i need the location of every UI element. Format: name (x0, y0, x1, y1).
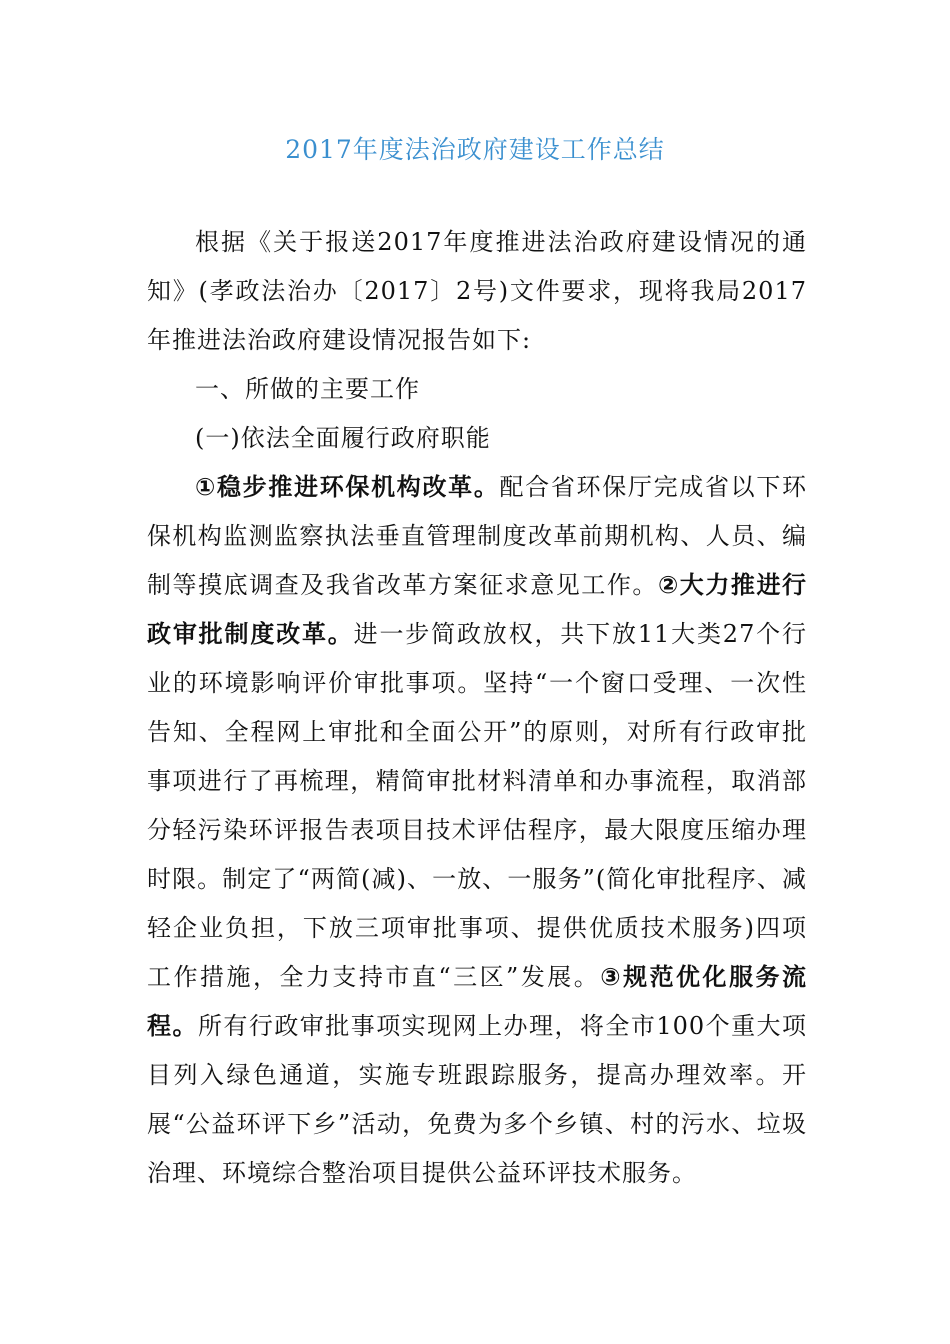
subsection-heading: (一)依法全面履行政府职能 (195, 424, 491, 452)
document-title: 2017年度法治政府建设工作总结 (285, 135, 665, 164)
work-items-paragraph (147, 463, 807, 1198)
item3-heading: ③规范优化服务流程。 (147, 963, 807, 1040)
document-body (147, 218, 807, 1198)
intro-paragraph: 根据《关于报送2017年度推进法治政府建设情况的通知》(孝政法治办〔2017〕2号)文件要求，现将我局2017年推进法治政府建设情况报告如下: (147, 228, 807, 354)
item2-heading: ②大力推进行政审批制度改革。 (147, 571, 807, 648)
item1-heading: ①稳步推进环保机构改革。 (195, 473, 500, 501)
section-heading: 一、所做的主要工作 (195, 375, 420, 403)
item1-text: 配合省环保厅完成省以下环保机构监测监察执法垂直管理制度改革前期机构、人员、编制等摸底调查及我省改革方案征求意见工作。 (147, 473, 807, 599)
item2-text: 进一步简政放权，共下放11大类27个行业的环境影响评价审批事项。坚持“一个窗口受理、一次性告知、全程网上审批和全面公开”的原则，对所有行政审批事项进行了再梳理，精简审批材料清单和办事流程，取消部分轻污染环评报告表项目技术评估程序，最大限度压缩办理时限。制定了“两简(减)、一放、一服务”(简化审批程序、减轻企业负担，下放三项审批事项、提供优质技术服务)四项工作措施，全力支持市直“三区”发展。 (147, 620, 807, 991)
item3-text: 所有行政审批事项实现网上办理，将全市100个重大项目列入绿色通道，实施专班跟踪服务，提高办理效率。开展“公益环评下乡”活动，免费为多个乡镇、村的污水、垃圾治理、环境综合整治项目提供公益环评技术服务。 (147, 1012, 807, 1187)
